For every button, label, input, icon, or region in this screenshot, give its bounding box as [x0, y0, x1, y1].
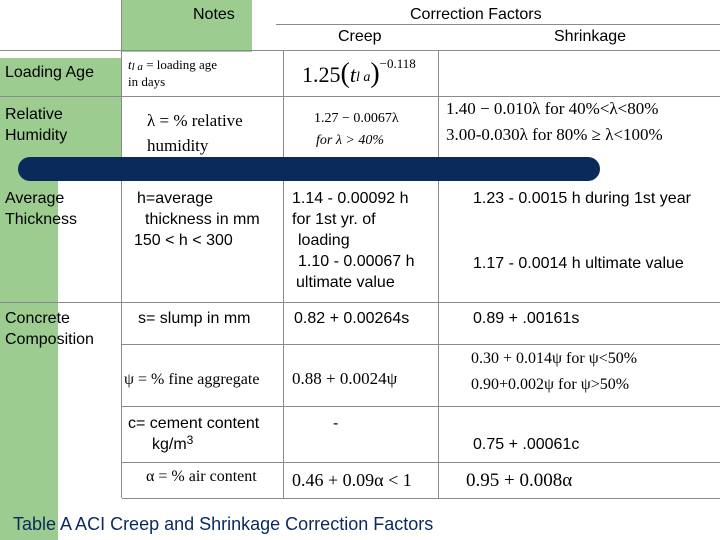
cement-creep: -: [333, 415, 339, 432]
fine-aggregate-creep: 0.88 + 0.0024ψ: [292, 369, 398, 388]
loading-age-creep-var: t: [349, 62, 356, 87]
thickness-creep-line3: loading: [298, 232, 350, 249]
grid-row-5: [122, 406, 720, 407]
thickness-note-line1: h=average: [137, 190, 214, 207]
cement-note-line1: c= cement content: [128, 415, 260, 432]
thickness-note: [124, 188, 280, 251]
slump-shrinkage: 0.89 + .00161s: [473, 310, 580, 327]
thickness-creep-line1: 1.14 - 0.00092 h: [292, 190, 409, 207]
humidity-creep: [314, 108, 399, 152]
slump-note: s= slump in mm: [138, 310, 251, 327]
grid-bottom: [122, 498, 720, 499]
loading-age-note-sub: l a: [131, 61, 143, 73]
cement-note-sup: 3: [186, 433, 194, 447]
notes-header: Notes: [193, 6, 235, 23]
fine-aggregate-shrink-line1: 0.30 + 0.014ψ for ψ<50%: [471, 350, 638, 367]
loading-age-note-mid: = loading age: [146, 57, 218, 72]
humidity-creep-line2: for λ > 40%: [316, 133, 385, 148]
thickness-creep-line2: for 1st yr. of: [292, 211, 376, 228]
loading-age-creep-coef: 1.25: [302, 62, 341, 87]
thickness-creep: [292, 188, 438, 293]
table-caption: Table A ACI Creep and Shrinkage Correction Factors: [13, 514, 434, 534]
grid-vertical-1: [121, 0, 122, 498]
cement-note-line2: kg/m: [152, 436, 187, 453]
grid-vertical-3: [438, 50, 439, 498]
separator-band: [18, 157, 600, 181]
loading-age-note: [128, 56, 256, 90]
cement-note: [128, 413, 259, 455]
thickness-label: [5, 188, 77, 230]
humidity-shrink-line2: 3.00-0.030λ for 80% ≥ λ<100%: [446, 125, 663, 144]
loading-age-label: Loading Age: [5, 64, 94, 81]
humidity-shrink-line1: 1.40 − 0.010λ for 40%<λ<80%: [446, 99, 659, 118]
slump-creep: 0.82 + 0.00264s: [294, 310, 410, 327]
air-content-creep: 0.46 + 0.09α < 1: [292, 470, 412, 490]
loading-age-creep-sub: l a: [355, 70, 371, 85]
fine-aggregate-shrink-line2: 0.90+0.002ψ for ψ>50%: [471, 376, 630, 393]
thickness-note-line2: thickness in mm: [145, 211, 260, 228]
humidity-note: [147, 108, 243, 158]
thickness-creep-line5: ultimate value: [296, 274, 395, 291]
humidity-label-line2: Humidity: [5, 127, 68, 144]
fine-aggregate-note: ψ = % fine aggregate: [124, 371, 260, 388]
thickness-note-line3: 150 < h < 300: [134, 232, 233, 249]
loading-age-note-var: t: [128, 57, 132, 72]
grid-row-6: [122, 462, 720, 463]
loading-age-note-tail: in days: [128, 74, 166, 89]
shrinkage-header: Shrinkage: [554, 28, 627, 45]
composition-label-line2: Composition: [5, 331, 94, 348]
creep-header: Creep: [338, 28, 382, 45]
thickness-shrink-line1: 1.23 - 0.0015 h during 1st year: [473, 190, 691, 207]
loading-age-creep-formula: 1.25(tl a)$^{-0.118}$: [302, 56, 416, 89]
humidity-label-line1: Relative: [5, 106, 63, 123]
cement-shrinkage: 0.75 + .00061c: [473, 436, 580, 453]
humidity-note-line2: humidity: [147, 136, 209, 155]
humidity-creep-line1: 1.27 − 0.0067λ: [314, 111, 399, 126]
thickness-label-line2: Thickness: [5, 211, 78, 228]
thickness-shrink-line2: 1.17 - 0.0014 h ultimate value: [473, 255, 684, 272]
grid-vertical-2: [283, 50, 284, 498]
air-content-shrinkage: 0.95 + 0.008α: [466, 470, 573, 491]
fine-aggregate-shrinkage: [471, 346, 637, 398]
composition-label: [5, 308, 94, 350]
thickness-creep-line4: 1.10 - 0.00067 h: [298, 253, 415, 270]
humidity-label: [5, 104, 67, 146]
humidity-shrinkage: [446, 96, 663, 148]
composition-label-line1: Concrete: [5, 310, 70, 327]
grid-header-bottom: [0, 50, 720, 51]
humidity-note-line1: λ = % relative: [147, 111, 243, 130]
loading-age-creep-exp: −0.118: [379, 56, 416, 71]
air-content-note: α = % air content: [146, 468, 257, 485]
thickness-label-line1: Average: [5, 190, 65, 207]
grid-row-4: [122, 344, 720, 345]
correction-factors-header: Correction Factors: [410, 6, 542, 23]
grid-row-3: [0, 302, 720, 303]
